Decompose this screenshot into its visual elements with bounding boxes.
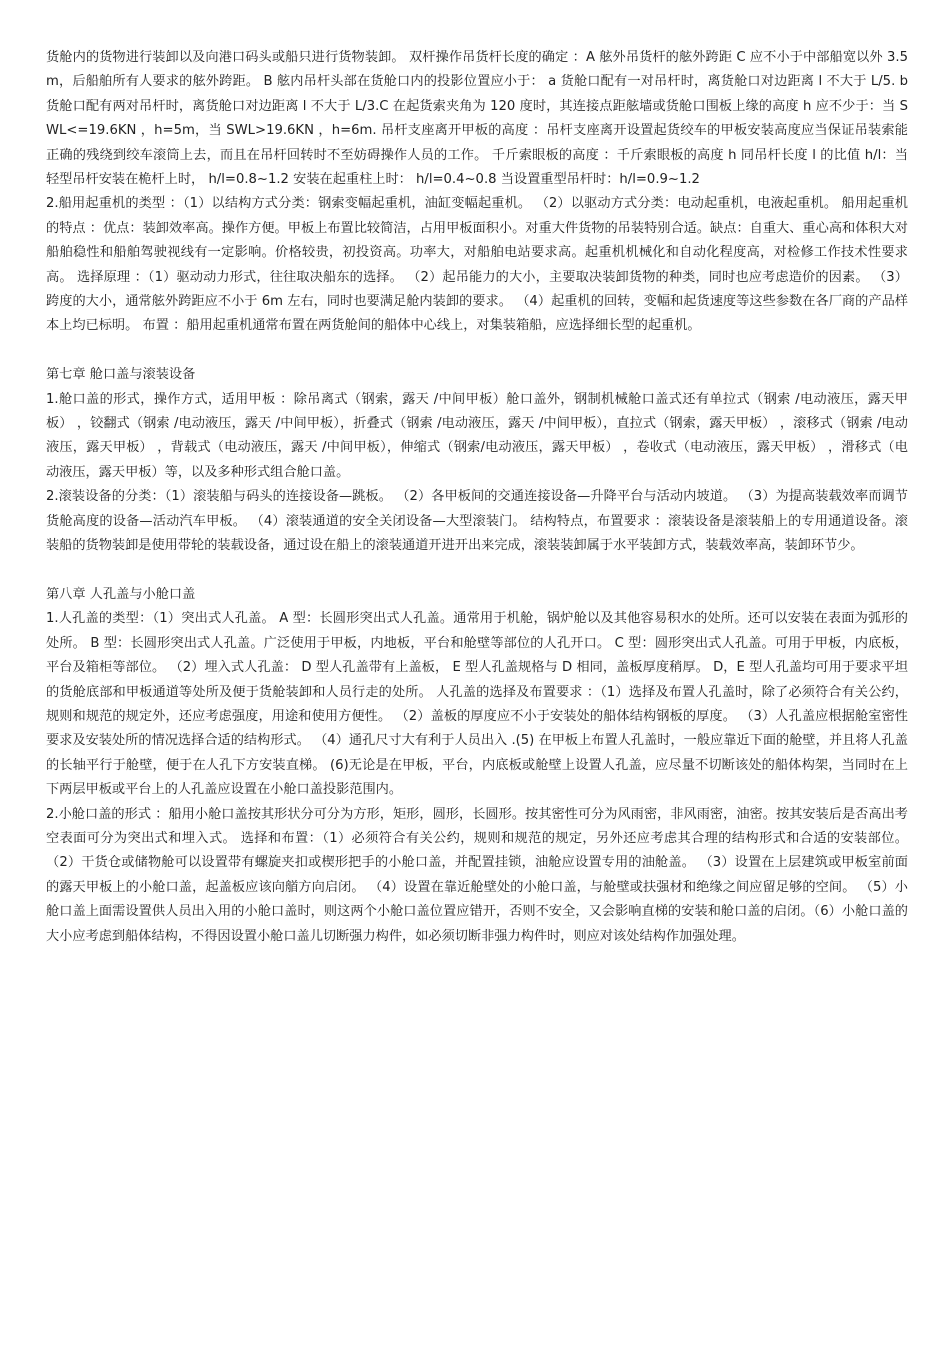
chapter-8-title: 第八章 人孔盖与小舱口盖: [46, 586, 196, 602]
section-spacer: [46, 339, 908, 363]
paragraph-manhole-cover: 1.人孔盖的类型：（1）突出式人孔盖。 A 型：长圆形突出式人孔盖。通常用于机舱，锅炉舱以及其他容易积水的处所。还可以安装在表面为弧形的处所。 B 型：长圆形突出式人孔盖。广泛使用于甲板，内地板，平台和舱壁等部位的人孔开口。 C 型：圆形突出式人孔盖。可用于甲板，内底板，平台及箱柜等部位。 （2）埋入式人孔盖： D 型人孔盖带有上盖板， E 型人孔盖规格与 D 相同，盖板厚度稍厚。 D，E 型人孔盖均可用于要求平坦的货舱底部和甲板通道等处所及便于货舱装卸和人员行走的处所。 人孔盖的选择及布置要求 ：（1）选择及布置人孔盖时，除了必须符合有关公约，规则和规范的规定外，还应考虑强度，用途和使用方便性。 （2）盖板的厚度应不小于安装处的船体结构钢板的厚度。 （3）人孔盖应根据舱室密性要求及安装处所的情况选择合适的结构形式。 （4）通孔尺寸大有利于人员出入 .(5) 在甲板上布置人孔盖时，一般应靠近下面的舱壁，并且将人孔盖的长轴平行于舱壁，便于在人孔下方安装直梯。 (6)无论是在甲板，平台，内底板或舱壁上设置人孔盖，应尽量不切断该处的船体构架，当同时在上下两层甲板或平台上的人孔盖应设置在小舱口盖投影范围内。: [46, 611, 908, 798]
paragraph-deck-crane: 2.船用起重机的类型 ：（1）以结构方式分类：钢索变幅起重机，油缸变幅起重机。 （2）以驱动方式分类：电动起重机，电液起重机。 船用起重机的特点 ：优点：装卸效率高。操作方便。甲板上布置比较简洁，占用甲板面积小。对重大件货物的吊装特别合适。缺点：自重大、重心高和体积大对船舶稳性和船舶驾驶视线有一定影响。价格较贵，初投资高。功率大，对船舶电站要求高。起重机机械化和自动化程度高，对检修工作技术性要求高。 选择原理 ：（1）驱动动力形式，往往取决船东的选择。 （2）起吊能力的大小，主要取决装卸货物的种类，同时也应考虑造价的因素。 （3）跨度的大小，通常舷外跨距应不小于 6m 左右，同时也要满足舱内装卸的要求。 （4）起重机的回转，变幅和起货速度等这些参数在各厂商的产品样本上均已标明。 布置 ：船用起重机通常布置在两货舱间的船体中心线上，对集装箱船，应选择细长型的起重机。: [46, 196, 908, 334]
document-page: [46, 46, 908, 949]
paragraph-roro-equipment: 2.滚装设备的分类：（1）滚装船与码头的连接设备—跳板。 （2）各甲板间的交通连接设备—升降平台与活动内坡道。 （3）为提高装载效率而调节货舱高度的设备—活动汽车甲板。 （4）滚装通道的安全关闭设备—大型滚装门。 结构特点，布置要求 ：滚装设备是滚装船上的专用通道设备。滚装船的货物装卸是使用带轮的装载设备，通过设在船上的滚装通道开进开出来完成，滚装装卸属于水平装卸方式，装载效率高，装卸环节少。: [46, 489, 908, 554]
section-spacer: [46, 559, 908, 583]
paragraph-small-hatch-cover: 2.小舱口盖的形式 ：船用小舱口盖按其形状分可分为方形，矩形，圆形，长圆形。按其密性可分为风雨密，非风雨密，油密。按其安装后是否高出考空表面可分为突出式和埋入式。 选择和布置：（1）必须符合有关公约，规则和规范的规定，另外还应考虑其合理的结构形式和合适的安装部位。 （2）干货仓或储物舱可以设置带有螺旋夹扣或楔形把手的小舱口盖，并配置挂锁，油舱应设置专用的油舱盖。 （3）设置在上层建筑或甲板室前面的露天甲板上的小舱口盖，起盖板应该向艏方向启闭。 （4）设置在靠近舱壁处的小舱口盖，与舱壁或扶强材和绝缘之间应留足够的空间。 （5）小舱口盖上面需设置供人员出入用的小舱口盖时，则这两个小舱口盖位置应错开，否则不安全，又会影响直梯的安装和舱口盖的启闭。（6）小舱口盖的大小应考虑到船体结构，不得因设置小舱口盖儿切断强力构件，如必须切断非强力构件时，则应对该处结构作加强处理。: [46, 806, 908, 944]
paragraph-derrick-length: 货舱内的货物进行装卸以及向港口码头或船只进行货物装卸。 双杆操作吊货杆长度的确定 ：A 舷外吊货杆的舷外跨距 C 应不小于中部船宽以外 3.5m，后船舶所有人要求的舷外跨距。 B 舷内吊杆头部在货舱口内的投影位置应小于： a 货舱口配有一对吊杆时，离货舱口对边距离 l 不大于 L/5. b 货舱口配有两对吊杆时，离货舱口对边距离 l 不大于 L/3.C 在起货索夹角为 120 度时，其连接点距舷墙或货舱口围板上缘的高度 h 应不少于：当 SWL<=19.6KN ，h=5m，当 SWL>19.6KN ，h=6m. 吊杆支座离开甲板的高度 ：吊杆支座离开设置起货绞车的甲板安装高度应当保证吊装索能正确的残绕到绞车滚筒上去，而且在吊杆回转时不至妨碍操作人员的工作。 千斤索眼板的高度 ：千斤索眼板的高度 h 同吊杆长度 l 的比值 h/l：当轻型吊杆安装在桅杆上时， h/l=0.8~1.2 安装在起重柱上时： h/l=0.4~0.8 当设置重型吊杆时：h/l=0.9~1.2: [46, 50, 908, 188]
chapter-7-title: 第七章 舱口盖与滚装设备: [46, 367, 196, 383]
paragraph-hatch-cover-types: 1.舱口盖的形式，操作方式，适用甲板 ：除吊离式（钢索，露天 /中间甲板）舱口盖外，钢制机械舱口盖式还有单拉式（钢索 /电动液压，露天甲板） ，铰翻式（钢索 /电动液压，露天 /中间甲板），折叠式（钢索 /电动液压，露天 /中间甲板），直拉式（钢索，露天甲板） ，滚移式（钢索 /电动液压，露天甲板） ，背载式（电动液压，露天 /中间甲板），伸缩式（钢索/电动液压，露天甲板） ，卷收式（电动液压，露天甲板） ，滑移式（电动液压，露天甲板）等，以及多种形式组合舱口盖。: [46, 391, 908, 480]
